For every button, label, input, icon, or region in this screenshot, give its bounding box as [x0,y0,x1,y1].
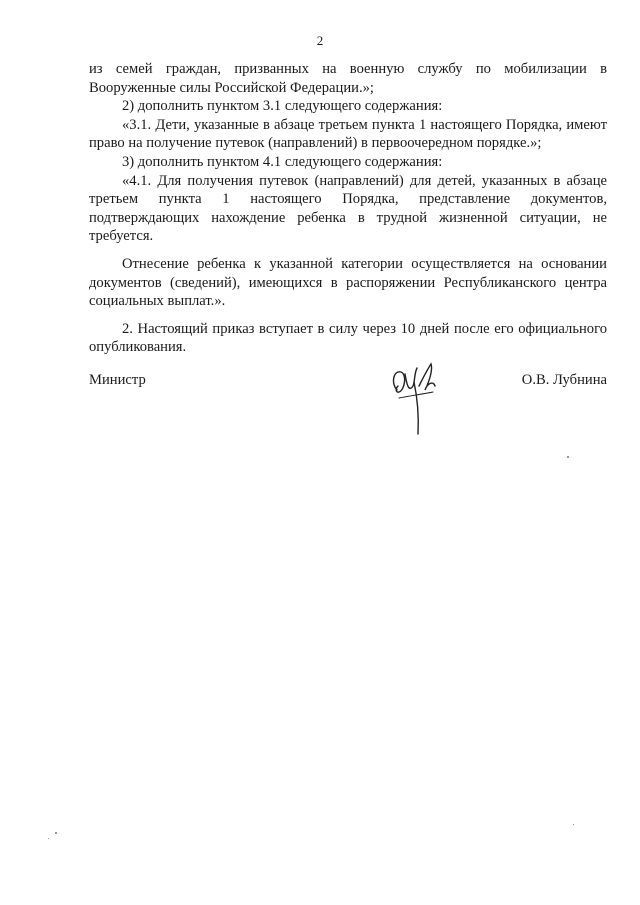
paragraph-item-2: 2) дополнить пунктом 3.1 следующего содержания: [122,98,443,115]
handwritten-signature [387,356,447,438]
scan-speck [48,838,49,839]
paragraph-effective-date: 2. Настоящий приказ вступает в силу через 10 дней после его официального опубликования. [89,320,607,356]
scan-speck [573,824,574,825]
paragraph-gap [89,311,607,320]
paragraph-category: Отнесение ребенка к указанной категории осуществляется на основании документов (сведений), имеющихся в распоряжении Республиканского центра социальных выплат.». [89,255,607,310]
signatory-name: О.В. Лубнина [521,372,607,388]
paragraph-gap [89,246,607,255]
signature-block [89,372,607,442]
paragraph-point-3-1: «3.1. Дети, указанные в абзаце третьем пункта 1 настоящего Порядка, имеют право на получение путевок (направлений) в первоочередном порядке.»; [89,116,607,152]
paragraph-item-3: 3) дополнить пунктом 4.1 следующего содержания: [122,153,443,170]
paragraph-continuation: из семей граждан, призванных на военную службу по мобилизации в Вооруженные силы Российской Федерации.»; [89,61,607,96]
page-number: 2 [316,33,324,48]
scan-speck [567,456,569,458]
document-body [89,60,607,357]
paragraph-point-4-1: «4.1. Для получения путевок (направлений) для детей, указанных в абзаце третьем пункта 1 настоящего Порядка, представление документов, подтверждающих нахождение ребенка в трудной жизненной ситуации, не требуется. [89,172,607,245]
scan-speck [55,832,57,834]
signatory-title: Министр [89,372,146,388]
